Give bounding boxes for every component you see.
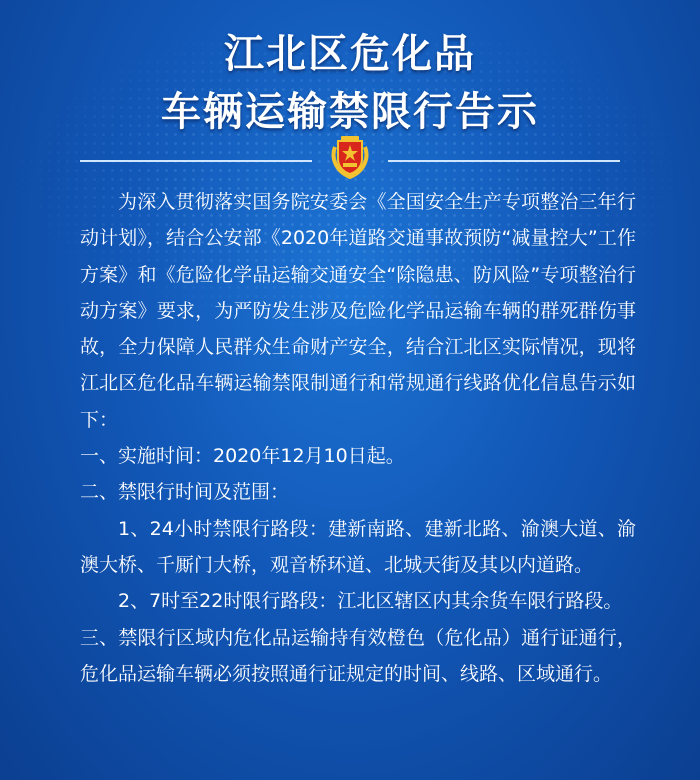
divider-right	[388, 160, 620, 162]
notice-section-2-title: 二、禁限行时间及范围：	[80, 481, 290, 504]
notice-section-1: 一、实施时间：2020年12月10日起。	[80, 445, 405, 468]
notice-section-2-item-2: 2、7时至22时限行路段：江北区辖区内其余货车限行路段。	[118, 590, 623, 613]
title-line-1: 江北区危化品	[224, 31, 476, 77]
notice-section-3: 三、禁限行区域内危化品运输持有效橙色（危化品）通行证通行，危化品运输车辆必须按照通行证规定的时间、线路、区域通行。	[80, 626, 636, 685]
notice-body	[80, 184, 636, 692]
title-line-2: 车辆运输禁限行告示	[161, 89, 539, 135]
notice-intro: 为深入贯彻落实国务院安委会《全国安全生产专项整治三年行动计划》，结合公安部《2020年道路交通事故预防“减量控大”工作方案》和《危险化学品运输交通安全“除隐患、防风险”专项整治行动方案》要求，为严防发生涉及危险化学品运输车辆的群死群伤事故，全力保障人民群众生命财产安全，结合江北区实际情况，现将江北区危化品车辆运输禁限制通行和常规通行线路优化信息告示如下：	[80, 191, 636, 431]
notice-section-2-item-1: 1、24小时禁限行路段：建新南路、建新北路、渝澳大道、渝澳大桥、千厮门大桥，观音桥环道、北城天街及其以内道路。	[80, 517, 636, 576]
police-emblem-icon	[329, 133, 371, 179]
divider-left	[80, 160, 312, 162]
